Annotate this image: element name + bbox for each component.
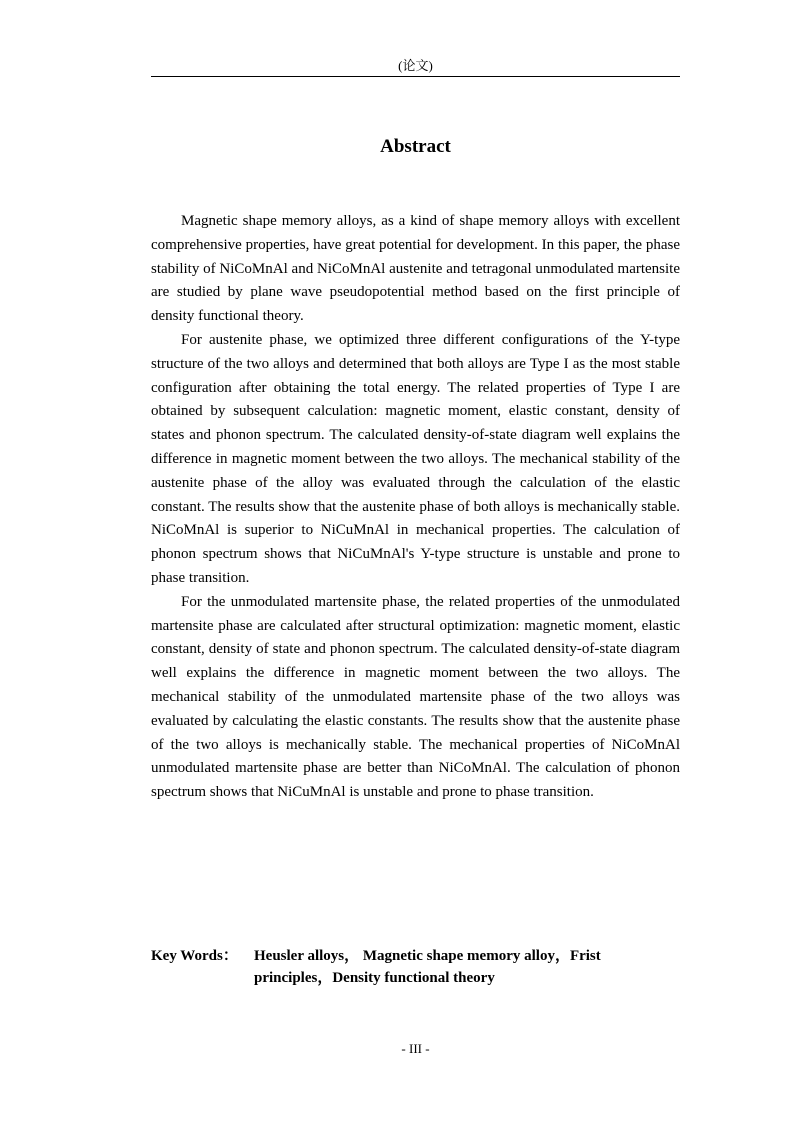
abstract-paragraph-1: Magnetic shape memory alloys, as a kind of shape memory alloys with excellent comprehensive properties, have great potential for development. In this paper, the phase stability of NiCoMnAl and NiCoMnAl austenite and tetragonal unmodulated martensite are studied by plane wave pseudopotential method based on the first principle of density functional theory. — [151, 213, 680, 325]
abstract-paragraph-2: For austenite phase, we optimized three different configurations of the Y-type structure of the two alloys and determined that both alloys are Type I as the most stable configuration after obtaining the total energy. The related properties of Type I are obtained by subsequent calculation: magnetic moment, elastic constant, density of states and phonon spectrum. The calculated density-of-state diagram well explains the difference in magnetic moment between the two alloys. The mechanical stability of the austenite phase of the alloy was evaluated through the calculation of the elastic constant. The results show that the austenite phase of both alloys is mechanically stable. NiCoMnAl is superior to NiCuMnAl in mechanical properties. The calculation of phonon spectrum shows that NiCuMnAl's Y-type structure is unstable and prone to phase transition. — [151, 331, 680, 586]
keywords-list — [254, 945, 654, 989]
abstract-paragraph-3: For the unmodulated martensite phase, the related properties of the unmodulated martensite phase are calculated after structural optimization: magnetic moment, elastic constant, density of state and phonon spectrum. The calculated density-of-state diagram well explains the difference in magnetic moment between the two alloys. The mechanical stability of the unmodulated martensite phase of the two alloys was evaluated by calculating the elastic constants. The results show that the austenite phase of the two alloys is mechanically stable. The mechanical properties of NiCoMnAl unmodulated martensite phase are better than NiCoMnAl. The calculation of phonon spectrum shows that NiCuMnAl is unstable and prone to phase transition. — [151, 593, 680, 801]
abstract-body — [151, 210, 680, 805]
header-rule — [151, 76, 680, 77]
keywords-line-2: principles，Density functional theory — [254, 970, 495, 986]
abstract-title: Abstract — [380, 136, 451, 157]
running-header: (论文) — [398, 58, 433, 73]
keywords-label: Key Words： — [151, 948, 238, 964]
page-number: - III - — [401, 1041, 430, 1056]
keywords-line-1: Heusler alloys， Magnetic shape memory alloy，Frist — [254, 948, 601, 964]
